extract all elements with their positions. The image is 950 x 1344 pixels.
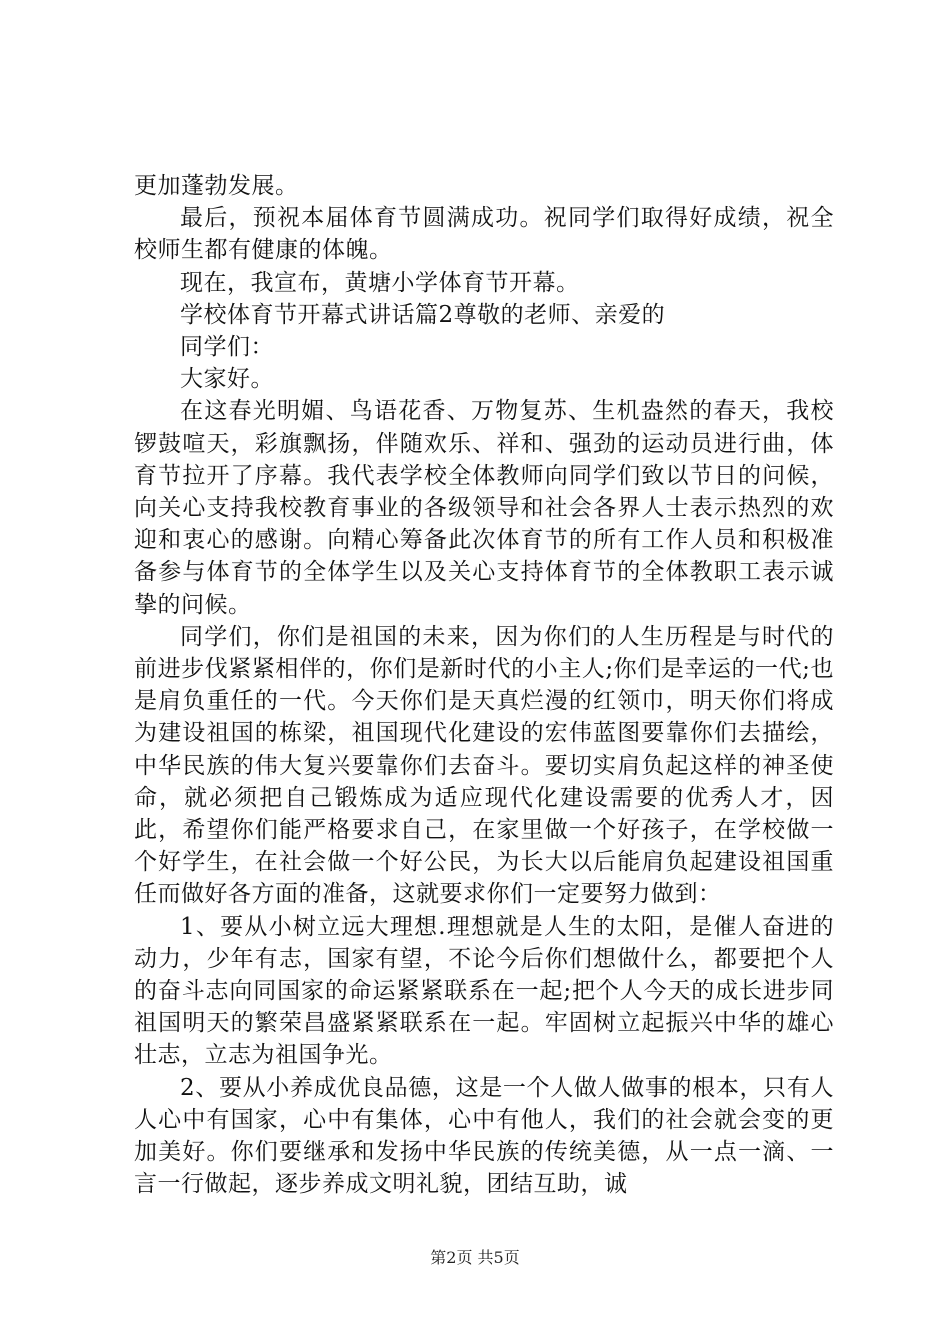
paragraph-1: 更加蓬勃发展。 (134, 173, 299, 199)
paragraph-5: 同学们： (180, 334, 274, 361)
page-number-footer: 第2页 共5页 (430, 1248, 520, 1267)
paragraph-2: 最后，预祝本届体育节圆满成功。祝同学们取得好成绩，祝全校师生都有健康的体魄。 (134, 205, 834, 264)
paragraph-3: 现在，我宣布，黄塘小学体育节开幕。 (180, 269, 580, 296)
paragraph-8: 同学们，你们是祖国的未来，因为你们的人生历程是与时代的前进步伐紧紧相伴的，你们是新时代的小主人;你们是幸运的一代;也是肩负重任的一代。今天你们是天真烂漫的红领巾，明天你们将成为建设祖国的栋梁，祖国现代化建设的宏伟蓝图要靠你们去描绘，中华民族的伟大复兴要靠你们去奋斗。要切实肩负起这样的神圣使命，就必须把自己锻炼成为适应现代化建设需要的优秀人才，因此，希望你们能严格要求自己，在家里做一个好孩子，在学校做一个好学生，在社会做一个好公民，为长大以后能肩负起建设祖国重任而做好各方面的准备，这就要求你们一定要努力做到： (134, 623, 834, 908)
paragraph-6: 大家好。 (180, 366, 274, 393)
paragraph-4: 学校体育节开幕式讲话篇2尊敬的老师、亲爱的 (180, 301, 666, 328)
document-body (134, 170, 834, 1201)
paragraph-9: 1、要从小树立远大理想.理想就是人生的太阳，是催人奋进的动力，少年有志，国家有望，不论今后你们想做什么，都要把个人的奋斗志向同国家的命运紧紧联系在一起;把个人今天的成长进步同祖国明天的繁荣昌盛紧紧联系在一起。牢固树立起振兴中华的雄心壮志，立志为祖国争光。 (134, 913, 834, 1069)
paragraph-7: 在这春光明媚、鸟语花香、万物复苏、生机盎然的春天，我校锣鼓喧天，彩旗飘扬，伴随欢乐、祥和、强劲的运动员进行曲，体育节拉开了序幕。我代表学校全体教师向同学们致以节日的问候，向关心支持我校教育事业的各级领导和社会各界人士表示热烈的欢迎和衷心的感谢。向精心筹备此次体育节的所有工作人员和积极准备参与体育节的全体学生以及关心支持体育节的全体教职工表示诚挚的问候。 (134, 398, 834, 618)
paragraph-10: 2、要从小养成优良品德，这是一个人做人做事的根本，只有人人心中有国家，心中有集体，心中有他人，我们的社会就会变的更加美好。你们要继承和发扬中华民族的传统美德，从一点一滴、一言一行做起，逐步养成文明礼貌，团结互助，诚 (134, 1074, 834, 1198)
